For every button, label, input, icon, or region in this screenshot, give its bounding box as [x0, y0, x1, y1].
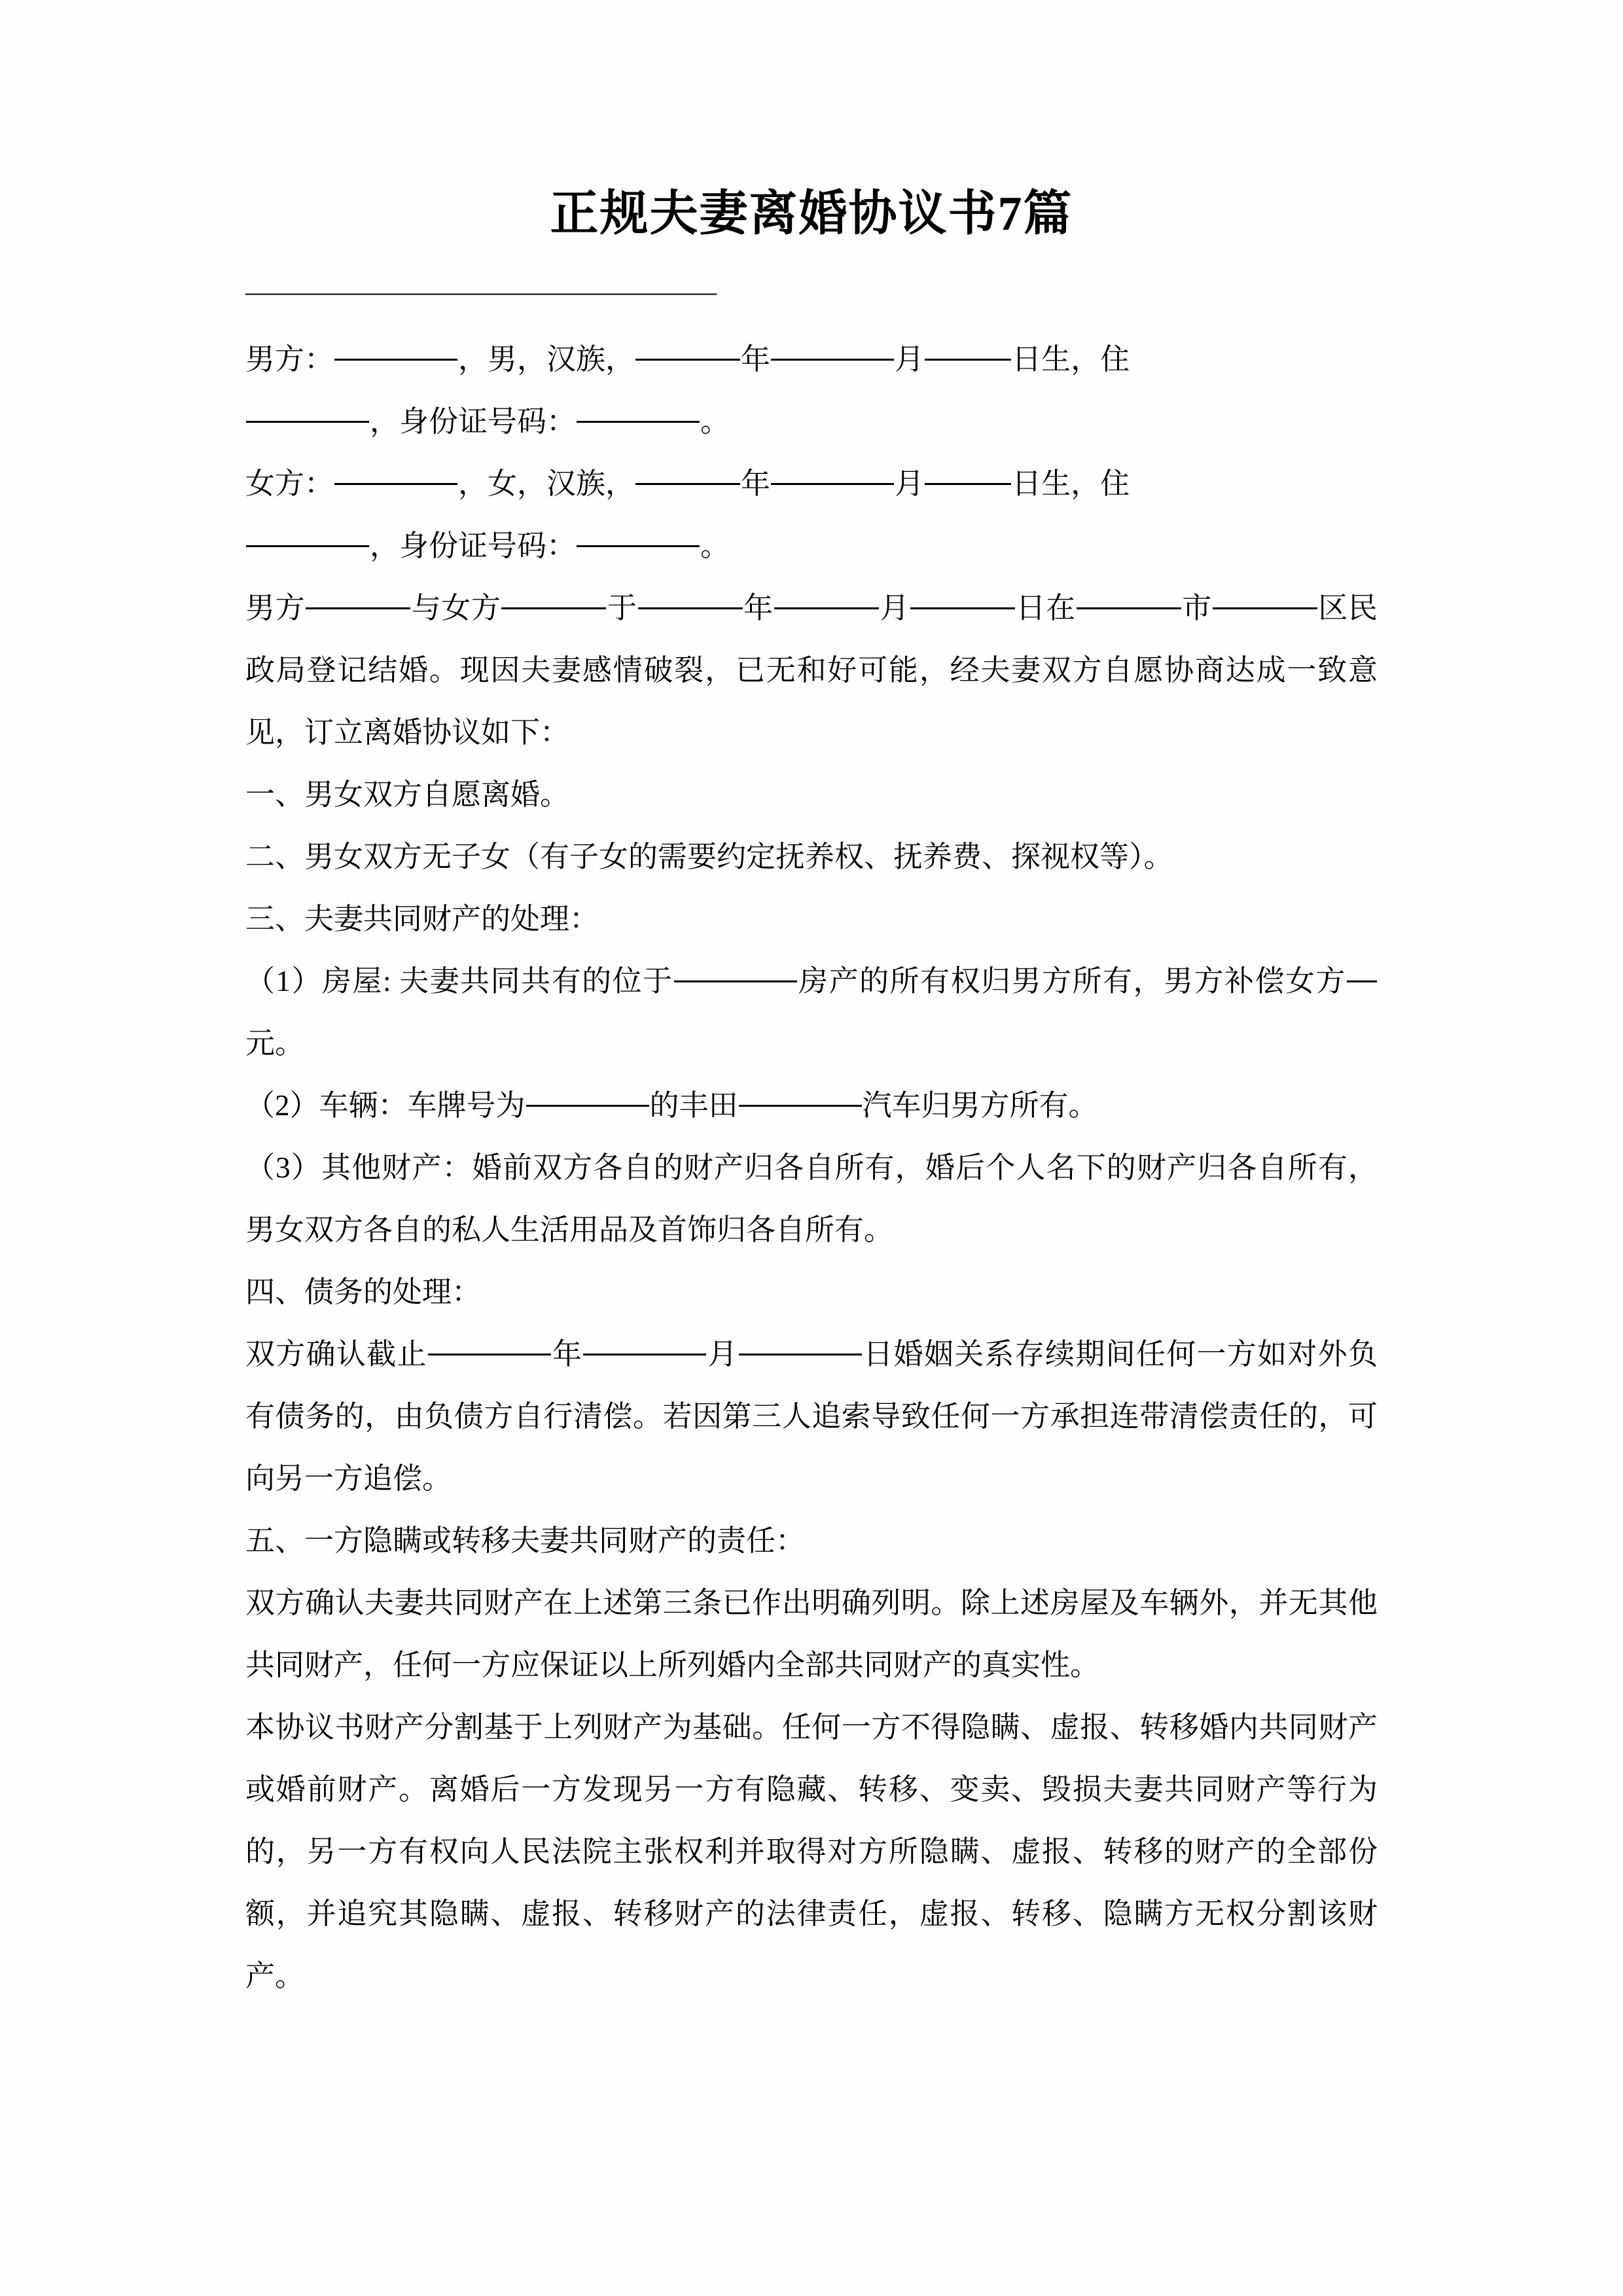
paragraph-text: （2）车辆：车牌号为: [245, 1089, 526, 1122]
paragraph-text: 四、债务的处理：: [245, 1276, 482, 1308]
paragraph-text: 月: [895, 467, 925, 500]
paragraph-text: （3）其他财产：婚前双方各自的财产归各自所有，婚后个人名下的财产归各自所有，男女双方各自的私人生活用品及首饰归各自所有。: [245, 1151, 1378, 1246]
fill-in-blank[interactable]: [635, 329, 740, 361]
fill-in-blank[interactable]: [1347, 950, 1377, 982]
paragraph-text: 男方：: [245, 343, 334, 376]
paragraph-text: 元。: [245, 1027, 305, 1060]
paragraph-text: 女方：: [245, 467, 334, 500]
paragraph-text: 月: [895, 343, 925, 376]
document-sheet: [245, 0, 1378, 2007]
paragraph-text: ，身份证号码：: [370, 405, 577, 438]
fill-in-blank[interactable]: [925, 329, 1011, 361]
paragraph-text: 。: [700, 405, 730, 438]
title-divider: ——————————————————: [245, 277, 717, 306]
paragraph-text: 年: [743, 592, 774, 624]
fill-in-blank[interactable]: [910, 577, 1015, 609]
fill-in-blank[interactable]: [1077, 577, 1181, 609]
fill-in-blank[interactable]: [739, 1323, 862, 1355]
fill-in-blank[interactable]: [334, 329, 457, 361]
fill-in-blank[interactable]: [501, 577, 606, 609]
paragraph-text: ，男，汉族，: [458, 343, 635, 376]
paragraph-clause-5-body-1: [245, 1572, 1378, 1696]
fill-in-blank[interactable]: [771, 453, 894, 485]
fill-in-blank[interactable]: [306, 577, 410, 609]
fill-in-blank[interactable]: [577, 391, 700, 423]
paragraph-clause-3-item-2: [245, 1075, 1378, 1137]
paragraph-text: 男方: [245, 592, 306, 624]
fill-in-blank[interactable]: [1213, 577, 1317, 609]
paragraph-party-female-line2: [245, 515, 1378, 577]
paragraph-party-male-line2: [245, 391, 1378, 453]
paragraph-text: 。: [700, 529, 730, 562]
paragraph-text: 年: [551, 1338, 583, 1371]
fill-in-blank[interactable]: [246, 515, 369, 547]
paragraph-text: 日生，住: [1012, 343, 1130, 376]
paragraph-clause-4-heading: [245, 1261, 1378, 1323]
fill-in-blank[interactable]: [638, 577, 743, 609]
fill-in-blank[interactable]: [739, 1075, 862, 1107]
fill-in-blank[interactable]: [246, 391, 369, 423]
paragraph-text: 二、男女双方无子女（有子女的需要约定抚养权、抚养费、探视权等）。: [245, 840, 1173, 873]
paragraph-text: 双方确认夫妻共同财产在上述第三条已作出明确列明。除上述房屋及车辆外，并无其他共同财产，任何一方应保证以上所列婚内全部共同财产的真实性。: [245, 1587, 1378, 1681]
paragraph-clause-1: [245, 764, 1378, 826]
paragraph-text: 日生，住: [1012, 467, 1130, 500]
paragraph-text: 与女方: [411, 592, 501, 624]
paragraph-text: 房产的所有权归男方所有，男方补偿女方: [797, 965, 1346, 997]
paragraph-text: 三、夫妻共同财产的处理：: [245, 903, 599, 935]
fill-in-blank[interactable]: [526, 1075, 649, 1107]
paragraph-clause-3-item-3: [245, 1137, 1378, 1261]
paragraph-text: 区民政局登记结婚。现因夫妻感情破裂，已无和好可能，经夫妻双方自愿协商达成一致意见，订立离婚协议如下：: [245, 592, 1378, 749]
document-body: [245, 305, 1378, 2007]
fill-in-blank[interactable]: [428, 1323, 551, 1355]
paragraph-text: 市: [1181, 592, 1212, 624]
paragraph-text: 双方确认截止: [245, 1338, 427, 1371]
paragraph-text: 年: [741, 343, 771, 376]
paragraph-clause-5-body-2: [245, 1696, 1378, 2007]
paragraph-clause-3-item-1: [245, 950, 1378, 1075]
fill-in-blank[interactable]: [583, 1323, 706, 1355]
paragraph-marriage-registration: [245, 577, 1378, 764]
paragraph-text: 年: [741, 467, 771, 500]
paragraph-text: 的丰田: [649, 1089, 738, 1122]
fill-in-blank[interactable]: [635, 453, 740, 485]
paragraph-clause-2: [245, 826, 1378, 888]
paragraph-text: 一、男女双方自愿离婚。: [245, 778, 570, 811]
paragraph-text: 于: [607, 592, 637, 624]
paragraph-text: 日在: [1015, 592, 1076, 624]
paragraph-text: 月: [879, 592, 910, 624]
paragraph-text: （1）房屋: 夫妻共同共有的位于: [245, 965, 673, 997]
paragraph-party-male-line1: [245, 329, 1378, 391]
paragraph-text: 月: [707, 1338, 738, 1371]
paragraph-text: 汽车归男方所有。: [862, 1089, 1098, 1122]
paragraph-text: 日婚姻关系存续期间任何一方如对外负有债务的，由负债方自行清偿。若因第三人追索导致任何一方承担连带清偿责任的，可向另一方追偿。: [245, 1338, 1378, 1495]
fill-in-blank[interactable]: [334, 453, 457, 485]
fill-in-blank[interactable]: [771, 329, 894, 361]
paragraph-party-female-line1: [245, 453, 1378, 515]
paragraph-clause-3-heading: [245, 888, 1378, 950]
paragraph-text: ，身份证号码：: [370, 529, 577, 562]
paragraph-text: 本协议书财产分割基于上列财产为基础。任何一方不得隐瞒、虚报、转移婚内共同财产或婚前财产。离婚后一方发现另一方有隐藏、转移、变卖、毁损夫妻共同财产等行为的，另一方有权向人民法院主张权利并取得对方所隐瞒、虚报、转移的财产的全部份额，并追究其隐瞒、虚报、转移财产的法律责任，虚报、转移、隐瞒方无权分割该财产。: [245, 1711, 1378, 1992]
paragraph-clause-4-body: [245, 1323, 1378, 1510]
fill-in-blank[interactable]: [774, 577, 879, 609]
paragraph-clause-5-heading: [245, 1510, 1378, 1572]
fill-in-blank[interactable]: [577, 515, 700, 547]
paragraph-text: ，女，汉族，: [458, 467, 635, 500]
fill-in-blank[interactable]: [674, 950, 797, 982]
page-title: 正规夫妻离婚协议书7篇: [550, 187, 1073, 241]
fill-in-blank[interactable]: [925, 453, 1011, 485]
paragraph-text: 五、一方隐瞒或转移夫妻共同财产的责任：: [245, 1524, 806, 1557]
